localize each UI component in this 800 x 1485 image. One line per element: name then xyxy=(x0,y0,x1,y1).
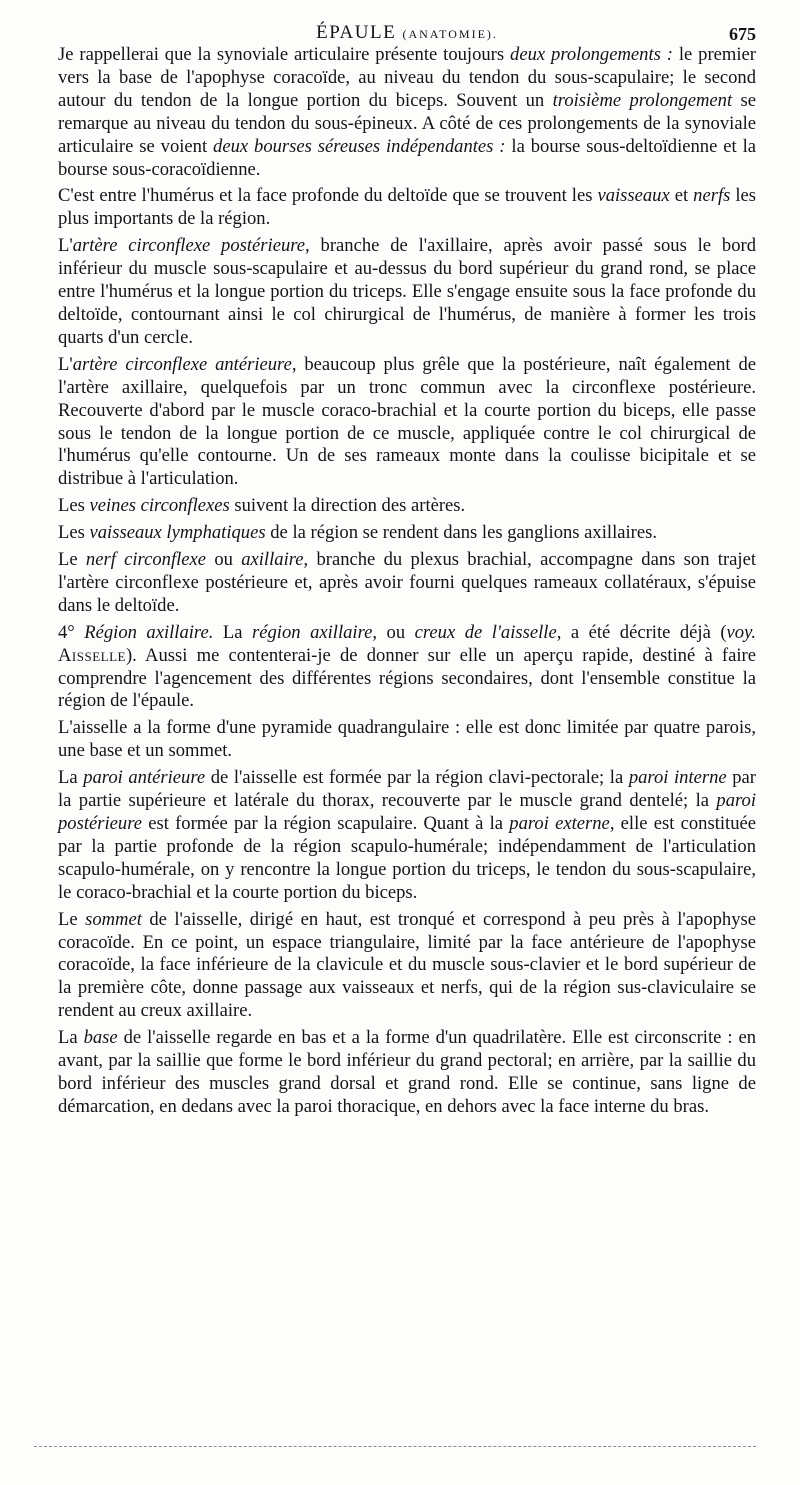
text-run: Le xyxy=(58,908,86,930)
paragraph xyxy=(58,767,756,904)
text-run: , branche de l'axillaire, après avoir passé sous le bord inférieur du muscle sous-scapulaire et au-dessus du bord supérieur du grand rond, se place entre l'humérus et la longue portion du triceps. Elle s'engage ensuite sous la face profonde du deltoïde, contournant ainsi le col chirurgical de l'humérus, de manière à former les trois quarts d'un cercle. xyxy=(58,235,756,348)
text-run: les plus importants de la région. xyxy=(58,185,756,230)
italic-text: paroi externe xyxy=(509,813,610,834)
footer-rule xyxy=(34,1446,756,1447)
italic-text: artère circonflexe postérieure xyxy=(72,235,306,257)
italic-text: troisième prolongement xyxy=(552,89,733,111)
italic-text: creux de l'aisselle xyxy=(414,621,557,643)
text-run: , branche du plexus brachial, accompagne dans son trajet l'artère circonflexe postérieure et, après avoir fourni quelques rameaux collatéraux, s'épuise dans le deltoïde. xyxy=(58,549,756,616)
text-run: est formée par la région scapulaire. Quant à la xyxy=(142,813,510,834)
text-run: de l'aisselle, dirigé en haut, est tronqué et correspond à peu près à l'apophyse coracoïde. En ce point, un espace triangulaire, limité par la face antérieure de l'apophyse coracoïde, la face inférieure de la clavicule et du muscle sous-clavier et le bord supérieur de la première côte, donne passage aux vaisseaux et nerfs, qui de la région sus-claviculaire se rendent au creux axillaire. xyxy=(58,908,756,1022)
header-subtitle: (ANATOMIE). xyxy=(402,27,498,41)
paragraph xyxy=(58,522,756,545)
italic-text: base xyxy=(83,1027,118,1049)
text-run: de la région se rendent dans les ganglions axillaires. xyxy=(265,522,657,544)
text-run: Les xyxy=(58,495,90,517)
text-run: ). Aussi me contenterai-je de donner sur elle un aperçu rapide, destiné à faire comprendre l'agencement des différentes régions secondaires, dont l'ensemble constitue la région de l'épaule. xyxy=(58,644,756,712)
paragraph xyxy=(58,909,756,1024)
italic-text: sommet xyxy=(85,908,142,930)
text-run: L' xyxy=(58,353,73,375)
italic-text: paroi postérieure xyxy=(58,790,756,834)
text-run: suivent la direction des artères. xyxy=(229,495,466,517)
text-run: de l'aisselle est formée par la région clavi-pectorale; la xyxy=(205,767,629,789)
text-run: et xyxy=(669,185,694,207)
text-run: La xyxy=(213,621,253,643)
text-run: se remarque au niveau du tendon du sous-épineux. A côté de ces prolongements de la synoviale articulaire se voient xyxy=(58,89,756,157)
body-text xyxy=(58,44,756,1119)
text-run: C'est entre l'humérus et la face profonde du deltoïde que se trouvent les xyxy=(58,185,598,207)
text-run: ou xyxy=(206,549,242,571)
paragraph xyxy=(58,495,756,518)
text-run: par la partie supérieure et latérale du thorax, recouverte par le muscle grand dentelé; la xyxy=(58,767,756,812)
running-title xyxy=(58,22,756,44)
text-run: Les xyxy=(58,522,90,544)
italic-text: deux prolongements : xyxy=(510,44,673,65)
italic-text: vaisseaux lymphatiques xyxy=(89,522,266,544)
text-run: Le xyxy=(58,549,86,571)
text-run: L'aisselle a la forme d'une pyramide quadrangulaire : elle est donc limitée par quatre parois, une base et un sommet. xyxy=(58,717,756,762)
text-run: la bourse sous-deltoïdienne et la bourse sous-coracoïdienne. xyxy=(58,135,757,180)
text-run: , elle est constituée par la partie profonde de la région scapulo-humérale; indépendamment de l'articulation scapulo-humérale, on y rencontre la longue portion du triceps, le tendon du sous-scapulaire, le coraco-brachial et la courte portion du biceps. xyxy=(58,813,756,903)
italic-text: voy. xyxy=(726,621,756,643)
italic-text: Région axillaire. xyxy=(84,621,214,643)
text-run: de l'aisselle regarde en bas et a la forme d'un quadrilatère. Elle est circonscrite : en avant, par la saillie que forme le bord inférieur du grand pectoral; en arrière, par la saillie du bord inférieur des muscles grand dorsal et grand rond. Elle se continue, sans ligne de démarcation, en dedans avec la paroi thoracique, en dehors avec la face interne du bras. xyxy=(58,1027,757,1117)
italic-text: axillaire xyxy=(241,549,304,571)
italic-text: nerf circonflexe xyxy=(85,549,207,571)
paragraph xyxy=(58,44,756,181)
running-header xyxy=(58,0,756,44)
text-run: , beaucoup plus grêle que la postérieure, naît également de l'artère axillaire, quelquefois par un tronc commun avec la circonflexe postérieure. Recouverte d'abord par le muscle coraco-brachial et la courte portion du biceps, elle passe sous le tendon de la longue portion de ce muscle, appliquée contre le col chirurgical de l'humérus qu'elle contourne. Un de ses rameaux monte dans la coulisse bicipitale et se distribue à l'articulation. xyxy=(58,353,756,490)
paragraph xyxy=(58,235,756,350)
text-run: le premier vers la base de l'apophyse coracoïde, au niveau du tendon du sous-scapulaire; le second autour du tendon de la longue portion du biceps. Souvent un xyxy=(58,44,757,111)
paragraph xyxy=(58,354,756,491)
header-title: ÉPAULE xyxy=(316,22,397,43)
italic-text: vaisseaux xyxy=(597,185,670,207)
text-run: La xyxy=(58,1027,84,1049)
italic-text: paroi interne xyxy=(628,767,727,789)
paragraph xyxy=(58,549,756,618)
paragraph xyxy=(58,185,756,231)
italic-text: artère circonflexe antérieure xyxy=(72,353,292,375)
italic-text: région axillaire xyxy=(252,621,373,643)
text-run: Je rappellerai que la synoviale articulaire présente toujours xyxy=(58,44,511,65)
text-run: L' xyxy=(58,235,73,257)
text-run: , ou xyxy=(372,621,415,643)
text-run: 4° xyxy=(58,621,85,643)
italic-text: paroi antérieure xyxy=(83,767,206,789)
text-run: La xyxy=(58,767,84,789)
italic-text: veines circonflexes xyxy=(89,495,230,517)
paragraph xyxy=(58,1027,756,1119)
paragraph xyxy=(58,622,756,714)
text-run: , a été décrite déjà ( xyxy=(556,621,727,643)
italic-text: deux bourses séreuses indépendantes : xyxy=(213,135,506,157)
paragraph xyxy=(58,717,756,763)
italic-text: nerfs xyxy=(693,185,731,207)
text-run: Aisselle xyxy=(58,644,126,666)
page-number: 675 xyxy=(729,24,756,44)
